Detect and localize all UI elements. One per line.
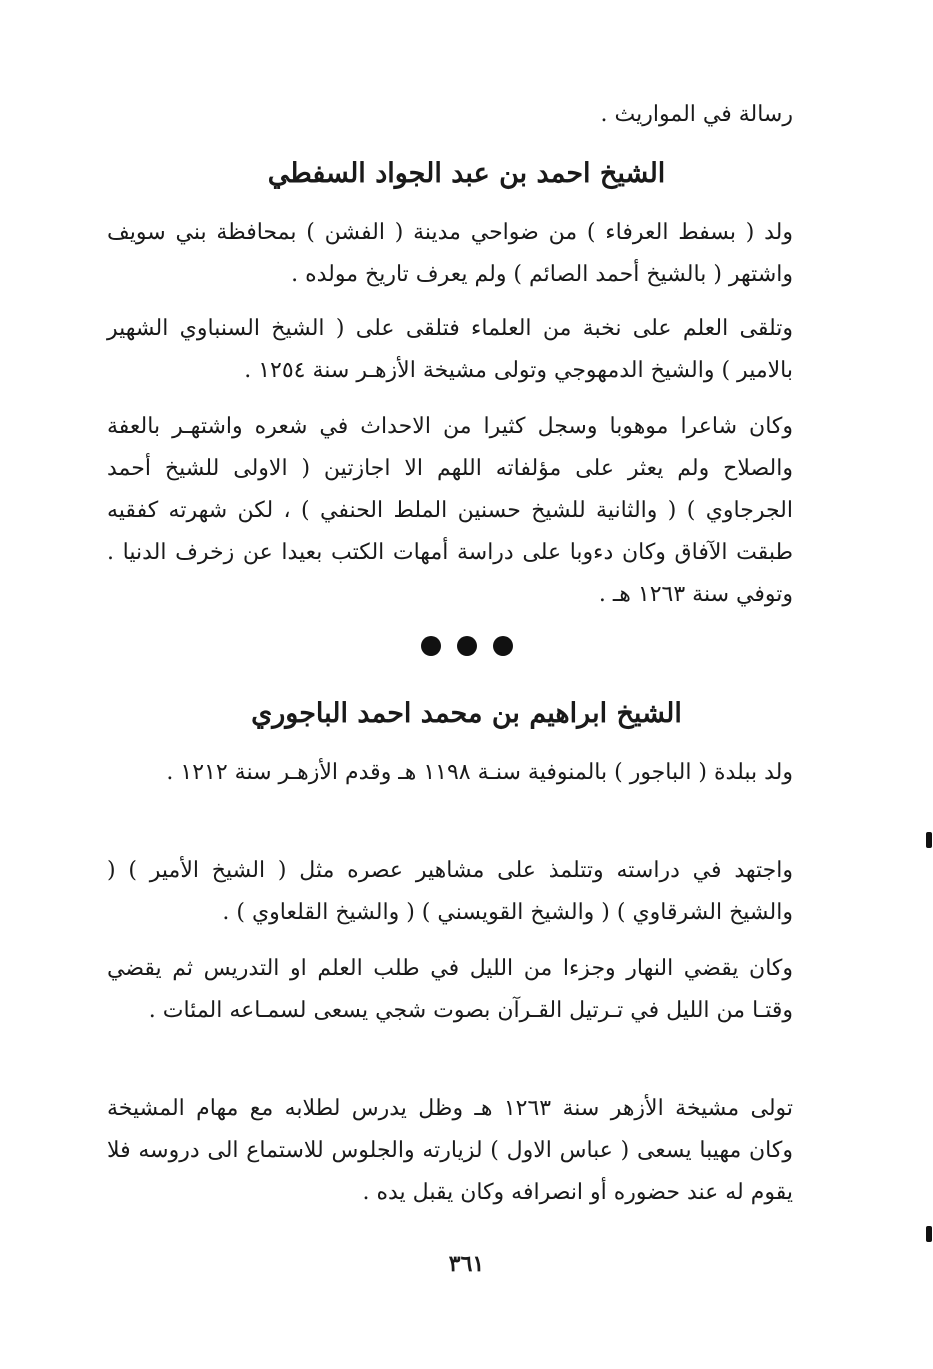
running-text: رسالة في المواريث . [600, 102, 793, 127]
scan-edge-mark [926, 1226, 932, 1242]
scan-edge-mark [926, 832, 932, 848]
divider-dot [457, 636, 477, 656]
paragraph-routine-bajuri: وكان يقضي النهار وجزءا من الليل في طلب العلم او التدريس ثم يقضي وقتـا من الليل في تـرتيل القـرآن بصوت شجي يسعى لسمـاعه المئات . [107, 956, 793, 1023]
paragraph-birth-bajuri: ولد ببلدة ( الباجور ) بالمنوفية سنـة ١١٩٨ هـ وقدم الأزهـر سنة ١٢١٢ . [166, 760, 793, 785]
paragraph-education-safti: وتلقى العلم على نخبة من العلماء فتلقى على ( الشيخ السنباوي الشهير بالامير ) والشيخ الدمهوجي وتولى مشيخة الأزهـر سنة ١٢٥٤ . [107, 316, 793, 383]
paragraph-poetry-safti: وكان شاعرا موهوبا وسجل كثيرا من الاحداث في شعره واشتهـر بالعفة والصلاح ولم يعثر على مؤلفاته اللهم الا اجازتين ( الاولى للشيخ أحمد الجرجاوي ) ( والثانية للشيخ حسنين الملط الحنفي ) ، لكن شهرته كفقيه طبقت الآفاق وكان دءوبا على دراسة أمهات الكتب بعيدا عن زخرف الدنيا . وتوفي سنة ١٢٦٣ هـ . [107, 414, 793, 607]
page-number: ٣٦١ [448, 1251, 485, 1277]
section-title-safti: الشيخ احمد بن عبد الجواد السفطي [267, 158, 666, 189]
divider-dot [421, 636, 441, 656]
section-title-bajuri: الشيخ ابراهيم بن محمد احمد الباجوري [251, 698, 682, 729]
paragraph-birth-safti: ولد ( بسفط العرفاء ) من ضواحي مدينة ( الفشن ) بمحافظة بني سويف واشتهر ( بالشيخ أحمد الصائم ) ولم يعرف تاريخ مولده . [107, 220, 793, 287]
section-divider [0, 636, 933, 666]
paragraph-mashyakha-bajuri: تولى مشيخة الأزهر سنة ١٢٦٣ هـ وظل يدرس لطلابه مع مهام المشيخة وكان مهيبا يسعى ( عباس الاول ) لزيارته والجلوس للاستماع الى دروسه فلا يقوم له عند حضوره أو انصرافه وكان يقبل يده . [107, 1096, 794, 1205]
divider-dot [493, 636, 513, 656]
paragraph-teachers-bajuri: واجتهد في دراسته وتتلمذ على مشاهير عصره مثل ( الشيخ الأمير ) ( والشيخ الشرقاوي ) ( والشيخ القويسني ) ( والشيخ القلعاوي ) . [107, 858, 793, 925]
